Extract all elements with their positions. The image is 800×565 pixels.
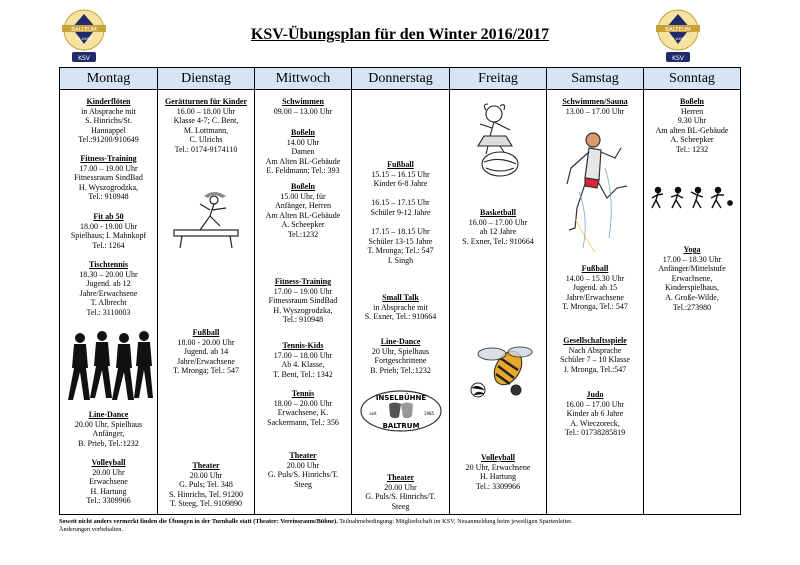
activity-detail-line: J. Mronga, Tel.:547: [563, 364, 627, 374]
activity-detail-line: Erwachsene: [89, 477, 128, 487]
activity-detail-line: 20 Uhr, Erwachsene: [465, 462, 531, 472]
svg-text:50 JAHRE: 50 JAHRE: [669, 37, 687, 41]
activity-detail-line: H. Wyszogrodzka,: [273, 305, 333, 315]
activity-yoga: Yoga 17.00 – 18.30 Uhr Anfänger/Mittelstufe Erwachsene, Kinderspielhaus, A. Große-Wilde, Tel.:273980: [644, 245, 740, 312]
activity-detail-line: S. Exner, Tel.: 910664: [462, 236, 534, 246]
activity-detail-line: 18.30 – 20.00 Uhr: [79, 269, 138, 279]
day-header-montag: Montag: [60, 68, 157, 90]
activity-detail-line: Am alten BL-Gebäude: [655, 125, 729, 135]
activity-schwimmen-sauna: Schwimmen/Sauna 13.00 – 17.00 Uhr: [547, 97, 643, 116]
activity-detail-line: Tel.: 01738285819: [564, 428, 626, 438]
activity-detail-line: Schüler 7 – 10 Klasse: [560, 355, 630, 365]
activity-theater-dienstag: Theater 20.00 Uhr G. Puls; Tel. 348 S. Hinrichs, Tel. 91200 T. Steeg, Tel. 9109890: [158, 461, 254, 509]
svg-text:BALTEUM: BALTEUM: [71, 27, 97, 33]
activity-detail-line: 9.30 Uhr: [677, 116, 707, 126]
activity-detail-line: 14.00 – 15.30 Uhr: [565, 273, 625, 283]
activity-detail-line: 20.00 Uhr, Spielhaus: [74, 419, 143, 429]
activity-theater-mittwoch: Theater 20.00 Uhr G. Puls/S. Hinrichs/T. Steeg: [255, 451, 351, 489]
activity-detail-line: Herren: [680, 106, 704, 116]
activity-detail-line: Tel.:273980: [672, 302, 712, 312]
activity-detail-line: 16.00 – 17.00 Uhr: [565, 399, 625, 409]
activity-detail-line: G. Puls/S. Hinrichs/T.: [365, 492, 436, 502]
activity-detail-line: Fortgeschrittene: [374, 356, 427, 366]
svg-text:seit: seit: [369, 411, 377, 416]
activity-detail-line: 16.00 – 17.00 Uhr: [468, 217, 528, 227]
activity-geraeteturnen: Gerätturnen für Kinder 16.00 – 18.00 Uhr Klasse 4-7; C. Bent, M. Lottmann, C. Ulrichs Tel.: 0174-9174110: [158, 97, 254, 155]
activity-detail-line: G. Puls/S. Hinrichs/T.: [267, 470, 339, 480]
activity-detail-line: I. Singh: [387, 255, 414, 265]
column-dienstag: [158, 68, 255, 514]
activity-judo: Judo 16.00 – 17.00 Uhr Kinder ab 6 Jahre A. Wieczoreck, Tel.: 01738285819: [547, 390, 643, 438]
activity-detail-line: Nach Absprache: [568, 345, 622, 355]
activity-detail-line: T. Mronga; Tel.: 547: [172, 366, 240, 376]
activity-detail-line: 17.00 – 19.00 Uhr: [273, 286, 333, 296]
activity-detail-line: 18.00 - 19.00 Uhr: [79, 221, 138, 231]
activity-fitness-montag: Fitness-Training 17.00 – 19.00 Uhr Fitnessraum SindBad H. Wyszogrodzka, Tel.: 910948: [60, 154, 157, 202]
activity-detail-line: T. Albrecht: [90, 298, 127, 308]
activity-detail-line: Jahre/Erwachsene: [79, 288, 138, 298]
svg-text:50 JAHRE: 50 JAHRE: [75, 37, 93, 41]
activity-detail-line: Steeg: [391, 501, 410, 511]
page-title: KSV-Übungsplan für den Winter 2016/2017: [250, 26, 550, 43]
activity-detail-line: in Absprache mit: [81, 106, 136, 116]
activity-detail-line: Tel.:91200/910649: [78, 135, 139, 145]
activity-detail-line: Tel.: 3309966: [86, 496, 131, 506]
activity-detail-line: E. Feldmann; Tel.: 393: [266, 166, 340, 176]
column-montag: [60, 68, 158, 514]
svg-text:KSV: KSV: [672, 55, 684, 62]
activity-detail-line: 20.00 Uhr: [92, 467, 125, 477]
footer-note: Soweit nicht anders vermerkt finden die Übungen in der Turnhalle statt (Theater: Vereinsraum/Bühne). Teilnahmebedingung: Mitgliedschaft im KSV, Neuanmeldung beim jeweiligen Spartenleiter. Änderungen vorbehalten.: [59, 518, 573, 533]
activity-detail-line: 17.00 – 18.30 Uhr: [662, 254, 722, 264]
activity-detail-line: Tel.: 1232: [675, 144, 709, 154]
activity-detail-line: A. Große-Wilde,: [665, 292, 719, 302]
activity-detail-line: Sackermann, Tel.: 356: [267, 417, 339, 427]
activity-detail-line: M. Lottmann,: [183, 125, 229, 135]
activity-linedance-donnerstag: Line-Dance 20 Uhr, Spielhaus Fortgeschrittene B. Prieb; Tel.:1232: [352, 337, 449, 375]
line-dancers-image: [64, 330, 154, 405]
activity-detail-line: Erwachsene, K.: [277, 408, 329, 418]
activity-fussball-dienstag: Fußball 18.00 - 20.00 Uhr Jugend. ab 14 Jahre/Erwachsene T. Mronga; Tel.: 547: [158, 328, 254, 376]
activity-boseln-sonntag: Boßeln Herren 9.30 Uhr Am alten BL-Gebäude A. Scheepker Tel.: 1232: [644, 97, 740, 155]
activity-detail-line: Anfänger, Herren: [274, 201, 332, 211]
gymnast-beam-image: [170, 190, 242, 250]
activity-detail-line: ab 12 Jahre: [479, 227, 517, 237]
activity-volleyball-freitag: Volleyball 20 Uhr, Erwachsene H. Hartung Tel.: 3309966: [450, 453, 546, 491]
activity-detail-line: Klasse 4-7; C. Bent,: [173, 116, 239, 126]
day-header-freitag: Freitag: [450, 68, 546, 90]
activity-detail-line: 14.00 Uhr: [286, 137, 320, 147]
activity-detail-line: S. Hinrichs, Tel. 91200: [169, 489, 243, 499]
activity-detail-line: 18.00 – 20.00 Uhr: [273, 398, 333, 408]
activity-detail-line: 17.15 – 18.15 Uhr: [371, 227, 430, 237]
activity-linedance-montag: Line-Dance 20.00 Uhr, Spielhaus Anfänger, B. Prieb, Tel.:1232: [60, 410, 157, 448]
activity-fit50: Fit ab 50 18.00 - 19.00 Uhr Spielhaus; I. Mahnkopf Tel.: 1264: [60, 212, 157, 250]
svg-text:KSV: KSV: [78, 55, 90, 62]
activity-boseln-herren: Boßeln 15.00 Uhr, für Anfänger, Herren Am Alten BL-Gebäude A. Scheepker Tel.:1232: [255, 182, 351, 240]
activity-detail-line: H. Wyszogrodzka,: [78, 182, 139, 192]
activity-detail-line: Fitnessraum SindBad: [268, 296, 338, 306]
activity-detail-line: B. Prieb; Tel.:1232: [370, 365, 431, 375]
football-player-image: [555, 128, 635, 258]
activity-detail-line: Tel.: 3110003: [86, 307, 131, 317]
activity-smalltalk: Small Talk in Absprache mit S. Exner, Tel.: 910664: [352, 293, 449, 322]
activity-detail-line: Tel.: 1264: [92, 240, 125, 250]
activity-detail-line: 20.00 Uhr: [189, 470, 223, 480]
activity-detail-line: Jugend. ab 14: [183, 347, 229, 357]
day-header-sonntag: Sonntag: [644, 68, 740, 90]
activity-detail-line: T. Mronga, Tel.: 547: [562, 302, 628, 312]
activity-detail-line: 15.15 – 16.15 Uhr: [371, 169, 430, 179]
activity-detail-line: Steeg: [294, 479, 312, 489]
activity-detail-line: S. Exner, Tel.: 910664: [364, 312, 437, 322]
activity-detail-line: Tel.:1232: [287, 229, 319, 239]
activity-detail-line: Am Alten BL-Gebäude: [265, 156, 341, 166]
activity-detail-line: Schüler 9-12 Jahre: [370, 207, 431, 217]
svg-text:BALTRUM: BALTRUM: [382, 422, 420, 430]
column-freitag: [450, 68, 547, 514]
activity-tennis: Tennis 18.00 – 20.00 Uhr Erwachsene, K. Sackermann, Tel.: 356: [255, 389, 351, 427]
activity-tennis-kids: Tennis-Kids 17.00 – 18.00 Uhr Ab 4. Klasse, T. Bent, Tel.: 1342: [255, 341, 351, 379]
activity-detail-line: 17.00 – 18.00 Uhr: [273, 350, 333, 360]
activity-detail-line: Hannappel: [91, 125, 126, 135]
activity-detail-line: Anfänger/Mittelstufe: [658, 264, 726, 274]
activity-detail-line: H. Hartung: [480, 472, 516, 482]
activity-theater-donnerstag: Theater 20.00 Uhr G. Puls/S. Hinrichs/T. Steeg: [352, 473, 449, 511]
activity-detail-line: [352, 218, 449, 228]
activity-detail-line: [352, 189, 449, 199]
activity-detail-line: T. Bent, Tel.: 1342: [273, 369, 333, 379]
activity-volleyball-montag: Volleyball 20.00 Uhr Erwachsene H. Hartung Tel.: 3309966: [60, 458, 157, 506]
activity-kinderfloeten: Kinderflöten in Absprache mit S. Hinrichs/St. Hannappel Tel.:91200/910649: [60, 97, 157, 145]
activity-detail-line: 20.00 Uhr: [384, 482, 417, 492]
activity-detail-line: S. Hinrichs/St.: [85, 116, 132, 126]
inselbuehne-theater-logo: [359, 389, 443, 433]
activity-detail-line: Erwachsene,: [671, 273, 713, 283]
activity-detail-line: Jahre/Erwachsene: [566, 292, 624, 302]
activity-detail-line: Kinder 6-8 Jahre: [373, 179, 428, 189]
activity-detail-line: A. Scheepker: [281, 220, 325, 230]
activity-schwimmen-mittwoch: Schwimmen 09.00 – 13.00 Uhr: [255, 97, 351, 116]
cartoon-girl-ball-image: [470, 102, 528, 180]
svg-text:1985: 1985: [423, 411, 435, 416]
column-samstag: [547, 68, 644, 514]
activity-detail-line: Damen: [291, 147, 315, 157]
activity-detail-line: Jugend. ab 15: [572, 283, 618, 293]
activity-detail-line: 09.00 – 13.00 Uhr: [273, 106, 333, 116]
activity-detail-line: A. Wieczoreck,: [570, 418, 620, 428]
activity-detail-line: H. Hartung: [90, 486, 127, 496]
activity-detail-line: Anfänger,: [92, 429, 125, 439]
column-sonntag: [644, 68, 740, 514]
activity-detail-line: Spielhaus; I. Mahnkopf: [70, 231, 147, 241]
activity-detail-line: Fitnessraum SindBad: [74, 173, 143, 183]
activity-detail-line: 16.15 – 17.15 Uhr: [371, 198, 430, 208]
activity-detail-line: Kinder ab 6 Jahre: [566, 409, 624, 419]
activity-detail-line: B. Prieb, Tel.:1232: [78, 438, 139, 448]
activity-detail-line: 18.00 - 20.00 Uhr: [177, 337, 235, 347]
wasp-volleyball-image: [464, 340, 534, 410]
svg-text:INSELBÜHNE: INSELBÜHNE: [375, 394, 427, 402]
activity-detail-line: 17.00 – 19.00 Uhr: [79, 163, 138, 173]
activity-detail-line: Tel.: 910948: [88, 192, 129, 202]
schedule-table: [59, 67, 741, 515]
activity-detail-line: Jahre/Erwachsene: [177, 356, 235, 366]
activity-detail-line: T. Steeg, Tel. 9109890: [169, 499, 243, 509]
activity-boseln-damen: Boßeln 14.00 Uhr Damen Am Alten BL-Gebäude E. Feldmann; Tel.: 393: [255, 128, 351, 176]
activity-tischtennis: Tischtennis 18.30 – 20.00 Uhr Jugend. ab 12 Jahre/Erwachsene T. Albrecht Tel.: 3110003: [60, 260, 157, 318]
activity-detail-line: C. Ulrichs: [189, 135, 223, 145]
column-mittwoch: [255, 68, 352, 514]
activity-detail-line: 20.00 Uhr: [286, 460, 320, 470]
day-header-donnerstag: Donnerstag: [352, 68, 449, 90]
day-header-samstag: Samstag: [547, 68, 643, 90]
activity-gesellschaftsspiele: Gesellschaftsspiele Nach Absprache Schüler 7 – 10 Klasse J. Mronga, Tel.:547: [547, 336, 643, 374]
activity-detail-line: A. Scheepker: [670, 135, 714, 145]
activity-detail-line: Jugend. ab 12: [86, 279, 131, 289]
activity-detail-line: Tel.: 3309966: [475, 481, 521, 491]
activity-fussball-samstag: Fußball 14.00 – 15.30 Uhr Jugend. ab 15 Jahre/Erwachsene T. Mronga, Tel.: 547: [547, 264, 643, 312]
activity-detail-line: Ab 4. Klasse,: [281, 360, 325, 370]
activity-detail-line: Schüler 13-15 Jahre: [368, 236, 433, 246]
day-header-mittwoch: Mittwoch: [255, 68, 351, 90]
svg-text:BALTEUM: BALTEUM: [665, 27, 691, 33]
day-header-dienstag: Dienstag: [158, 68, 254, 90]
activity-fitness-mittwoch: Fitness-Training 17.00 – 19.00 Uhr Fitnessraum SindBad H. Wyszogrodzka, Tel.: 910948: [255, 277, 351, 325]
activity-detail-line: Am Alten BL-Gebäude: [265, 210, 341, 220]
activity-basketball: Basketball 16.00 – 17.00 Uhr ab 12 Jahre S. Exner, Tel.: 910664: [450, 208, 546, 246]
activity-detail-line: G. Puls; Tel. 348: [179, 480, 233, 490]
activity-detail-line: 20 Uhr, Spielhaus: [371, 346, 430, 356]
activity-detail-line: Tel.: 0174-9174110: [174, 144, 238, 154]
activity-detail-line: Kinderspielhaus,: [665, 283, 719, 293]
activity-detail-line: Tel.: 910948: [282, 315, 324, 325]
activity-fussball-donnerstag: Fußball 15.15 – 16.15 Uhr Kinder 6-8 Jahre 16.15 – 17.15 Uhr Schüler 9-12 Jahre 17.15 – 18.15 Uhr Schüler 13-15 Jahre T. Mronga; Tel.: 547 I. Singh: [352, 160, 449, 266]
boseln-throwers-image: [650, 186, 734, 210]
activity-detail-line: in Absprache mit: [373, 302, 428, 312]
activity-detail-line: 16.00 – 18.00 Uhr: [176, 106, 236, 116]
activity-detail-line: 15.00 Uhr, für: [280, 191, 326, 201]
activity-detail-line: 13.00 – 17.00 Uhr: [565, 106, 625, 116]
column-donnerstag: [352, 68, 450, 514]
activity-detail-line: T. Mronga; Tel.: 547: [367, 246, 434, 256]
